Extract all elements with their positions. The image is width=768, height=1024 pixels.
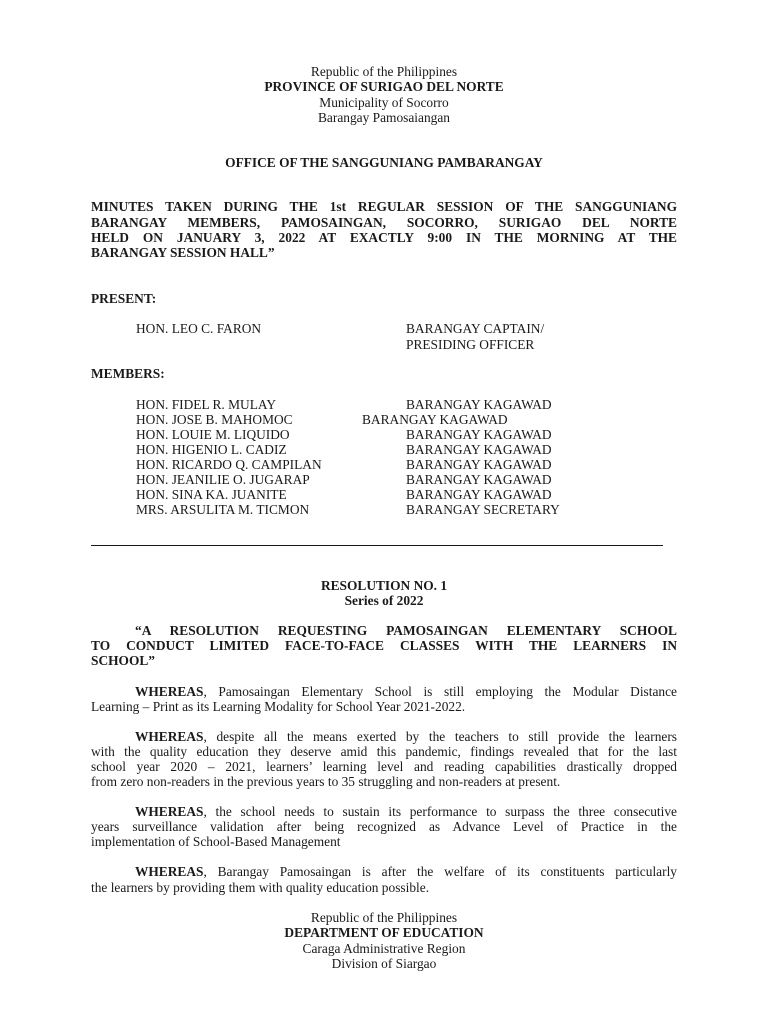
resolution-title-line2: TO CONDUCT LIMITED FACE-TO-FACE CLASSES WITH THE LEARNERS IN (91, 638, 677, 653)
header-province: PROVINCE OF SURIGAO DEL NORTE (264, 79, 504, 94)
header-barangay: Barangay Pamosaiangan (317, 110, 450, 125)
present-name: HON. LEO C. FARON (136, 321, 262, 336)
member-name: MRS. ARSULITA M. TICMON (136, 502, 310, 517)
present-role-line2: PRESIDING OFFICER (406, 337, 535, 352)
minutes-title-line3: HELD ON JANUARY 3, 2022 AT EXACTLY 9:00 IN THE MORNING AT THE (91, 230, 677, 245)
present-role-line1: BARANGAY CAPTAIN/ (406, 321, 545, 336)
member-name: HON. JEANILIE O. JUGARAP (136, 472, 310, 487)
member-name: HON. JOSE B. MAHOMOC (136, 412, 293, 427)
whereas-keyword: WHEREAS (135, 804, 204, 819)
whereas-paragraph-4-line1 (91, 864, 677, 879)
header-republic: Republic of the Philippines (310, 64, 458, 79)
resolution-title-line3: SCHOOL” (91, 653, 155, 668)
footer-republic: Republic of the Philippines (310, 910, 458, 925)
whereas-paragraph-2-line2: with the quality education they deserve amid this pandemic, findings revealed that for the last (91, 744, 677, 759)
member-role: BARANGAY KAGAWAD (406, 427, 552, 442)
member-role: BARANGAY KAGAWAD (406, 487, 552, 502)
member-role: BARANGAY KAGAWAD (406, 442, 552, 457)
whereas-paragraph-1-line2: Learning – Print as its Learning Modality for School Year 2021-2022. (91, 699, 466, 714)
whereas-paragraph-1-line1 (91, 684, 677, 699)
resolution-series: Series of 2022 (344, 593, 424, 608)
whereas-text: , despite all the means exerted by the teachers to still provide the learners (203, 729, 677, 744)
present-heading: PRESENT: (91, 291, 157, 306)
whereas-text: , Pamosaingan Elementary School is still employing the Modular Distance (203, 684, 677, 699)
member-name: HON. RICARDO Q. CAMPILAN (136, 457, 322, 472)
whereas-paragraph-3-line3: implementation of School-Based Management (91, 834, 341, 849)
whereas-keyword: WHEREAS (135, 864, 204, 879)
footer-region: Caraga Administrative Region (302, 941, 466, 956)
resolution-number: RESOLUTION NO. 1 (320, 578, 448, 593)
whereas-paragraph-2-line1 (91, 729, 677, 744)
whereas-paragraph-2-line3: school year 2020 – 2021, learners’ learning level and reading capabilities drastically dropped (91, 759, 677, 774)
header-municipality: Municipality of Socorro (319, 95, 449, 110)
member-role: BARANGAY KAGAWAD (406, 472, 552, 487)
whereas-paragraph-3-line2: years surveillance validation after being recognized as Advance Level of Practice in the (91, 819, 677, 834)
member-name: HON. SINA KA. JUANITE (136, 487, 287, 502)
minutes-title-line1: MINUTES TAKEN DURING THE 1st REGULAR SESSION OF THE SANGGUNIANG (91, 199, 677, 214)
member-name: HON. LOUIE M. LIQUIDO (136, 427, 290, 442)
members-heading: MEMBERS: (91, 366, 165, 381)
member-role: BARANGAY SECRETARY (406, 502, 560, 517)
whereas-paragraph-4-line2: the learners by providing them with quality education possible. (91, 880, 430, 895)
minutes-title-line2: BARANGAY MEMBERS, PAMOSAINGAN, SOCORRO, SURIGAO DEL NORTE (91, 215, 677, 230)
whereas-keyword: WHEREAS (135, 729, 204, 744)
footer-division: Division of Siargao (331, 956, 437, 971)
resolution-title-line1: “A RESOLUTION REQUESTING PAMOSAINGAN ELEMENTARY SCHOOL (135, 623, 677, 638)
minutes-title-line4: BARANGAY SESSION HALL” (91, 245, 275, 260)
whereas-keyword: WHEREAS (135, 684, 204, 699)
member-role: BARANGAY KAGAWAD (406, 457, 552, 472)
member-name: HON. HIGENIO L. CADIZ (136, 442, 287, 457)
member-name: HON. FIDEL R. MULAY (136, 397, 276, 412)
member-role: BARANGAY KAGAWAD (362, 412, 508, 427)
whereas-paragraph-3-line1 (91, 804, 677, 819)
member-role: BARANGAY KAGAWAD (406, 397, 552, 412)
whereas-text: , Barangay Pamosaingan is after the welfare of its constituents particularly (203, 864, 677, 879)
office-title: OFFICE OF THE SANGGUNIANG PAMBARANGAY (225, 155, 543, 170)
whereas-paragraph-2-line4: from zero non-readers in the previous years to 35 struggling and non-readers at present. (91, 774, 561, 789)
footer-department: DEPARTMENT OF EDUCATION (284, 925, 484, 940)
section-divider (91, 545, 663, 546)
whereas-text: , the school needs to sustain its performance to surpass the three consecutive (203, 804, 677, 819)
